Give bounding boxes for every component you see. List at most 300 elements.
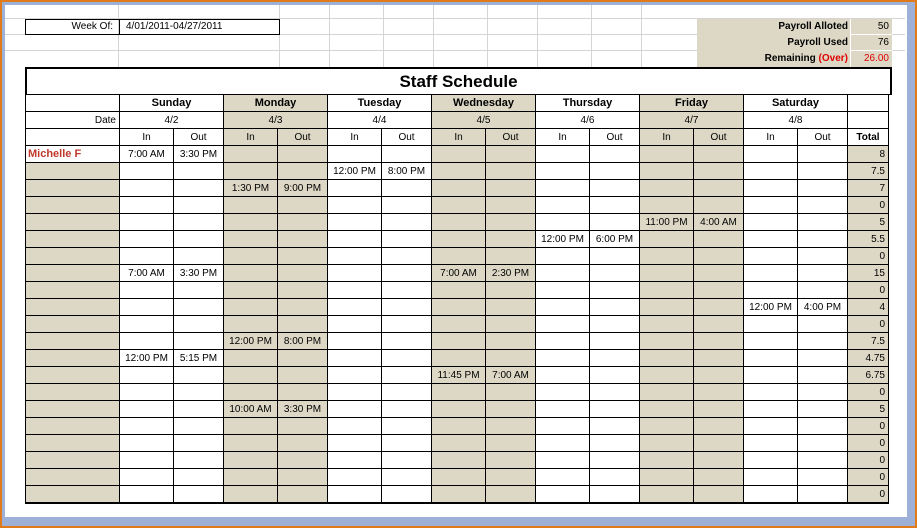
time-in-cell[interactable]	[536, 350, 590, 367]
time-out-cell[interactable]	[278, 282, 328, 299]
time-out-cell[interactable]	[798, 333, 848, 350]
time-out-cell[interactable]	[798, 367, 848, 384]
time-out-cell[interactable]	[174, 248, 224, 265]
time-out-cell[interactable]	[590, 180, 640, 197]
time-out-cell[interactable]	[174, 214, 224, 231]
time-out-cell[interactable]	[278, 435, 328, 452]
time-out-cell[interactable]	[486, 316, 536, 333]
time-in-cell[interactable]	[224, 146, 278, 163]
time-in-cell[interactable]: 7:00 AM	[120, 265, 174, 282]
time-in-cell[interactable]	[432, 333, 486, 350]
time-in-cell[interactable]	[744, 469, 798, 486]
time-in-cell[interactable]	[744, 180, 798, 197]
time-in-cell[interactable]	[328, 146, 382, 163]
time-out-cell[interactable]	[174, 418, 224, 435]
time-out-cell[interactable]	[382, 350, 432, 367]
time-in-cell[interactable]	[640, 333, 694, 350]
employee-name-cell[interactable]	[26, 214, 120, 231]
time-in-cell[interactable]: 11:45 PM	[432, 367, 486, 384]
time-in-cell[interactable]	[432, 384, 486, 401]
time-out-cell[interactable]	[382, 214, 432, 231]
time-in-cell[interactable]	[432, 299, 486, 316]
time-out-cell[interactable]: 9:00 PM	[278, 180, 328, 197]
time-in-cell[interactable]	[328, 350, 382, 367]
time-in-cell[interactable]	[744, 350, 798, 367]
time-out-cell[interactable]	[278, 197, 328, 214]
time-in-cell[interactable]	[120, 435, 174, 452]
time-in-cell[interactable]	[744, 146, 798, 163]
time-out-cell[interactable]	[590, 299, 640, 316]
time-in-cell[interactable]	[744, 265, 798, 282]
time-in-cell[interactable]	[432, 418, 486, 435]
time-in-cell[interactable]	[744, 197, 798, 214]
time-in-cell[interactable]	[744, 435, 798, 452]
time-in-cell[interactable]: 10:00 AM	[224, 401, 278, 418]
time-in-cell[interactable]	[536, 435, 590, 452]
time-in-cell[interactable]	[640, 299, 694, 316]
time-out-cell[interactable]	[278, 316, 328, 333]
time-in-cell[interactable]	[224, 486, 278, 504]
time-out-cell[interactable]	[278, 248, 328, 265]
time-in-cell[interactable]	[432, 197, 486, 214]
time-out-cell[interactable]	[174, 180, 224, 197]
time-in-cell[interactable]	[432, 401, 486, 418]
time-in-cell[interactable]	[744, 401, 798, 418]
time-in-cell[interactable]	[432, 163, 486, 180]
time-in-cell[interactable]	[744, 486, 798, 504]
time-out-cell[interactable]: 3:30 PM	[174, 265, 224, 282]
time-in-cell[interactable]	[536, 282, 590, 299]
time-out-cell[interactable]	[694, 452, 744, 469]
time-in-cell[interactable]	[328, 401, 382, 418]
employee-name-cell[interactable]	[26, 469, 120, 486]
time-in-cell[interactable]	[744, 367, 798, 384]
time-in-cell[interactable]	[120, 316, 174, 333]
time-out-cell[interactable]	[174, 316, 224, 333]
time-in-cell[interactable]	[432, 452, 486, 469]
time-in-cell[interactable]	[640, 316, 694, 333]
time-in-cell[interactable]	[120, 418, 174, 435]
time-out-cell[interactable]	[590, 282, 640, 299]
time-in-cell[interactable]	[328, 333, 382, 350]
time-out-cell[interactable]	[382, 418, 432, 435]
time-out-cell[interactable]	[590, 248, 640, 265]
time-in-cell[interactable]	[328, 299, 382, 316]
time-in-cell[interactable]	[744, 333, 798, 350]
employee-name-cell[interactable]	[26, 367, 120, 384]
employee-name-cell[interactable]	[26, 401, 120, 418]
time-out-cell[interactable]	[486, 231, 536, 248]
time-out-cell[interactable]	[174, 452, 224, 469]
time-out-cell[interactable]	[694, 486, 744, 504]
time-out-cell[interactable]	[174, 384, 224, 401]
time-out-cell[interactable]: 2:30 PM	[486, 265, 536, 282]
time-in-cell[interactable]	[640, 367, 694, 384]
time-in-cell[interactable]	[640, 384, 694, 401]
time-out-cell[interactable]	[694, 469, 744, 486]
time-out-cell[interactable]	[382, 435, 432, 452]
time-in-cell[interactable]	[640, 486, 694, 504]
time-out-cell[interactable]	[694, 248, 744, 265]
time-in-cell[interactable]	[120, 469, 174, 486]
time-out-cell[interactable]	[486, 282, 536, 299]
time-out-cell[interactable]	[278, 265, 328, 282]
time-in-cell[interactable]	[120, 248, 174, 265]
time-in-cell[interactable]	[224, 248, 278, 265]
remaining-value[interactable]: 26.00	[863, 53, 889, 64]
time-in-cell[interactable]	[640, 197, 694, 214]
employee-name-cell[interactable]	[26, 333, 120, 350]
employee-name-cell[interactable]	[26, 265, 120, 282]
time-out-cell[interactable]	[590, 316, 640, 333]
time-out-cell[interactable]	[278, 384, 328, 401]
time-out-cell[interactable]	[278, 367, 328, 384]
time-in-cell[interactable]	[640, 231, 694, 248]
time-in-cell[interactable]	[120, 231, 174, 248]
time-out-cell[interactable]	[278, 299, 328, 316]
time-out-cell[interactable]	[798, 469, 848, 486]
date-cell[interactable]: 4/2	[120, 112, 224, 129]
time-in-cell[interactable]	[328, 282, 382, 299]
time-in-cell[interactable]	[536, 265, 590, 282]
time-out-cell[interactable]	[590, 452, 640, 469]
time-out-cell[interactable]	[382, 180, 432, 197]
time-in-cell[interactable]	[640, 282, 694, 299]
time-in-cell[interactable]: 12:00 PM	[328, 163, 382, 180]
time-out-cell[interactable]	[694, 282, 744, 299]
time-in-cell[interactable]	[640, 350, 694, 367]
date-cell[interactable]: 4/6	[536, 112, 640, 129]
time-out-cell[interactable]	[798, 265, 848, 282]
time-out-cell[interactable]	[694, 231, 744, 248]
time-out-cell[interactable]	[590, 265, 640, 282]
time-in-cell[interactable]	[640, 265, 694, 282]
time-out-cell[interactable]	[590, 367, 640, 384]
time-out-cell[interactable]	[486, 248, 536, 265]
time-in-cell[interactable]	[536, 452, 590, 469]
time-out-cell[interactable]	[798, 214, 848, 231]
time-in-cell[interactable]	[224, 163, 278, 180]
time-in-cell[interactable]	[640, 418, 694, 435]
time-out-cell[interactable]	[174, 299, 224, 316]
employee-name-cell[interactable]	[26, 435, 120, 452]
time-out-cell[interactable]	[486, 418, 536, 435]
time-in-cell[interactable]	[744, 316, 798, 333]
time-out-cell[interactable]	[486, 197, 536, 214]
time-in-cell[interactable]	[224, 316, 278, 333]
time-in-cell[interactable]: 7:00 AM	[120, 146, 174, 163]
time-out-cell[interactable]	[382, 452, 432, 469]
time-out-cell[interactable]	[694, 299, 744, 316]
time-out-cell[interactable]	[486, 146, 536, 163]
time-out-cell[interactable]	[694, 384, 744, 401]
time-out-cell[interactable]	[590, 333, 640, 350]
time-in-cell[interactable]	[640, 163, 694, 180]
time-in-cell[interactable]	[224, 214, 278, 231]
time-in-cell[interactable]	[744, 214, 798, 231]
time-in-cell[interactable]	[224, 367, 278, 384]
time-in-cell[interactable]	[536, 316, 590, 333]
time-out-cell[interactable]	[174, 197, 224, 214]
time-in-cell[interactable]	[640, 401, 694, 418]
time-out-cell[interactable]	[382, 316, 432, 333]
time-out-cell[interactable]	[590, 197, 640, 214]
time-out-cell[interactable]: 8:00 PM	[382, 163, 432, 180]
employee-name-cell[interactable]	[26, 248, 120, 265]
time-out-cell[interactable]	[694, 418, 744, 435]
time-in-cell[interactable]	[120, 214, 174, 231]
time-out-cell[interactable]	[590, 418, 640, 435]
time-in-cell[interactable]	[432, 486, 486, 504]
time-in-cell[interactable]	[640, 248, 694, 265]
time-out-cell[interactable]	[590, 350, 640, 367]
time-out-cell[interactable]	[486, 163, 536, 180]
time-in-cell[interactable]	[744, 282, 798, 299]
time-in-cell[interactable]	[640, 146, 694, 163]
time-out-cell[interactable]	[382, 146, 432, 163]
time-out-cell[interactable]	[798, 316, 848, 333]
time-in-cell[interactable]	[536, 418, 590, 435]
time-in-cell[interactable]	[224, 231, 278, 248]
time-in-cell[interactable]	[120, 282, 174, 299]
time-out-cell[interactable]	[174, 401, 224, 418]
time-in-cell[interactable]	[536, 401, 590, 418]
time-out-cell[interactable]	[694, 197, 744, 214]
time-in-cell[interactable]	[432, 214, 486, 231]
time-out-cell[interactable]	[382, 486, 432, 504]
time-in-cell[interactable]	[328, 367, 382, 384]
time-in-cell[interactable]	[224, 282, 278, 299]
time-out-cell[interactable]	[798, 180, 848, 197]
payroll-used-value[interactable]: 76	[877, 37, 889, 48]
date-cell[interactable]: 4/3	[224, 112, 328, 129]
time-out-cell[interactable]: 5:15 PM	[174, 350, 224, 367]
time-out-cell[interactable]	[486, 384, 536, 401]
time-out-cell[interactable]	[590, 401, 640, 418]
time-out-cell[interactable]	[694, 146, 744, 163]
time-out-cell[interactable]	[590, 163, 640, 180]
time-in-cell[interactable]	[536, 146, 590, 163]
time-in-cell[interactable]	[432, 282, 486, 299]
time-out-cell[interactable]	[382, 197, 432, 214]
time-out-cell[interactable]	[798, 435, 848, 452]
time-out-cell[interactable]: 4:00 AM	[694, 214, 744, 231]
time-out-cell[interactable]	[382, 469, 432, 486]
time-out-cell[interactable]	[486, 333, 536, 350]
time-out-cell[interactable]	[486, 350, 536, 367]
time-in-cell[interactable]	[744, 248, 798, 265]
time-out-cell[interactable]	[486, 401, 536, 418]
time-in-cell[interactable]	[640, 469, 694, 486]
time-in-cell[interactable]	[744, 418, 798, 435]
time-out-cell[interactable]	[278, 146, 328, 163]
time-in-cell[interactable]	[744, 231, 798, 248]
time-out-cell[interactable]	[486, 299, 536, 316]
time-in-cell[interactable]	[328, 231, 382, 248]
time-in-cell[interactable]	[224, 418, 278, 435]
employee-name-cell[interactable]	[26, 282, 120, 299]
time-in-cell[interactable]	[224, 265, 278, 282]
time-out-cell[interactable]	[382, 248, 432, 265]
time-in-cell[interactable]	[432, 146, 486, 163]
time-out-cell[interactable]	[798, 163, 848, 180]
time-in-cell[interactable]: 1:30 PM	[224, 180, 278, 197]
time-in-cell[interactable]: 12:00 PM	[744, 299, 798, 316]
time-out-cell[interactable]	[590, 214, 640, 231]
time-in-cell[interactable]	[224, 435, 278, 452]
time-out-cell[interactable]	[382, 333, 432, 350]
time-out-cell[interactable]	[174, 486, 224, 504]
time-out-cell[interactable]	[486, 486, 536, 504]
time-in-cell[interactable]	[224, 299, 278, 316]
time-in-cell[interactable]	[224, 350, 278, 367]
time-out-cell[interactable]	[590, 435, 640, 452]
employee-name-cell[interactable]	[26, 197, 120, 214]
time-out-cell[interactable]	[798, 401, 848, 418]
week-of-value[interactable]: 4/01/2011-04/27/2011	[126, 21, 223, 32]
time-in-cell[interactable]	[328, 384, 382, 401]
time-in-cell[interactable]	[328, 469, 382, 486]
employee-name-cell[interactable]	[26, 180, 120, 197]
time-out-cell[interactable]	[278, 350, 328, 367]
time-out-cell[interactable]	[694, 316, 744, 333]
time-out-cell[interactable]	[590, 469, 640, 486]
time-out-cell[interactable]	[798, 146, 848, 163]
time-out-cell[interactable]	[174, 282, 224, 299]
time-out-cell[interactable]	[798, 197, 848, 214]
time-out-cell[interactable]	[382, 265, 432, 282]
time-in-cell[interactable]	[536, 384, 590, 401]
time-in-cell[interactable]	[328, 316, 382, 333]
time-out-cell[interactable]	[382, 282, 432, 299]
time-out-cell[interactable]	[486, 469, 536, 486]
time-out-cell[interactable]	[278, 231, 328, 248]
time-out-cell[interactable]: 6:00 PM	[590, 231, 640, 248]
time-in-cell[interactable]	[120, 180, 174, 197]
time-out-cell[interactable]	[798, 486, 848, 504]
time-out-cell[interactable]: 3:30 PM	[278, 401, 328, 418]
time-out-cell[interactable]	[278, 486, 328, 504]
time-out-cell[interactable]	[174, 435, 224, 452]
time-out-cell[interactable]: 8:00 PM	[278, 333, 328, 350]
time-in-cell[interactable]	[640, 180, 694, 197]
employee-name-cell[interactable]	[26, 350, 120, 367]
time-out-cell[interactable]	[278, 163, 328, 180]
time-in-cell[interactable]	[328, 418, 382, 435]
time-in-cell[interactable]	[120, 384, 174, 401]
time-out-cell[interactable]	[174, 231, 224, 248]
time-out-cell[interactable]	[486, 435, 536, 452]
time-in-cell[interactable]	[120, 401, 174, 418]
time-in-cell[interactable]	[536, 163, 590, 180]
time-in-cell[interactable]	[328, 265, 382, 282]
time-in-cell[interactable]	[536, 367, 590, 384]
time-in-cell[interactable]	[536, 180, 590, 197]
employee-name-cell[interactable]	[26, 418, 120, 435]
time-out-cell[interactable]	[382, 231, 432, 248]
time-in-cell[interactable]	[224, 197, 278, 214]
employee-name-cell[interactable]	[26, 384, 120, 401]
time-in-cell[interactable]	[536, 333, 590, 350]
time-in-cell[interactable]	[432, 231, 486, 248]
time-out-cell[interactable]	[798, 418, 848, 435]
time-out-cell[interactable]	[486, 180, 536, 197]
time-in-cell[interactable]	[328, 452, 382, 469]
employee-name-cell[interactable]	[26, 231, 120, 248]
time-in-cell[interactable]	[432, 469, 486, 486]
time-out-cell[interactable]	[382, 384, 432, 401]
date-cell[interactable]: 4/5	[432, 112, 536, 129]
time-out-cell[interactable]	[278, 214, 328, 231]
time-out-cell[interactable]	[590, 384, 640, 401]
time-in-cell[interactable]	[744, 163, 798, 180]
time-out-cell[interactable]	[798, 231, 848, 248]
time-in-cell[interactable]	[328, 197, 382, 214]
time-out-cell[interactable]	[278, 469, 328, 486]
time-out-cell[interactable]	[694, 435, 744, 452]
date-cell[interactable]: 4/4	[328, 112, 432, 129]
employee-name-cell[interactable]: Michelle F	[26, 146, 120, 163]
time-in-cell[interactable]	[328, 180, 382, 197]
time-in-cell[interactable]	[120, 299, 174, 316]
time-in-cell[interactable]	[328, 486, 382, 504]
date-cell[interactable]: 4/7	[640, 112, 744, 129]
time-in-cell[interactable]: 12:00 PM	[224, 333, 278, 350]
time-in-cell[interactable]	[640, 435, 694, 452]
time-in-cell[interactable]	[120, 163, 174, 180]
time-out-cell[interactable]	[590, 146, 640, 163]
time-in-cell[interactable]	[120, 452, 174, 469]
time-in-cell[interactable]	[120, 486, 174, 504]
date-cell[interactable]: 4/8	[744, 112, 848, 129]
time-in-cell[interactable]	[432, 435, 486, 452]
time-out-cell[interactable]	[798, 282, 848, 299]
time-in-cell[interactable]	[536, 214, 590, 231]
time-out-cell[interactable]	[694, 265, 744, 282]
time-in-cell[interactable]	[328, 248, 382, 265]
time-out-cell[interactable]	[694, 350, 744, 367]
time-in-cell[interactable]	[120, 197, 174, 214]
time-out-cell[interactable]	[798, 248, 848, 265]
employee-name-cell[interactable]	[26, 486, 120, 504]
time-in-cell[interactable]	[536, 469, 590, 486]
time-out-cell[interactable]	[486, 452, 536, 469]
time-out-cell[interactable]	[694, 401, 744, 418]
time-out-cell[interactable]: 3:30 PM	[174, 146, 224, 163]
time-out-cell[interactable]	[590, 486, 640, 504]
time-in-cell[interactable]	[432, 248, 486, 265]
employee-name-cell[interactable]	[26, 452, 120, 469]
time-in-cell[interactable]	[432, 316, 486, 333]
employee-name-cell[interactable]	[26, 316, 120, 333]
time-out-cell[interactable]	[174, 367, 224, 384]
time-out-cell[interactable]	[798, 384, 848, 401]
employee-name-cell[interactable]	[26, 163, 120, 180]
time-in-cell[interactable]: 12:00 PM	[120, 350, 174, 367]
time-out-cell[interactable]	[486, 214, 536, 231]
time-out-cell[interactable]	[174, 469, 224, 486]
time-in-cell[interactable]	[640, 452, 694, 469]
time-in-cell[interactable]	[432, 350, 486, 367]
time-out-cell[interactable]	[382, 367, 432, 384]
employee-name-cell[interactable]	[26, 299, 120, 316]
time-out-cell[interactable]	[798, 452, 848, 469]
time-in-cell[interactable]	[432, 180, 486, 197]
time-in-cell[interactable]	[744, 384, 798, 401]
time-out-cell[interactable]: 7:00 AM	[486, 367, 536, 384]
time-out-cell[interactable]	[278, 418, 328, 435]
time-out-cell[interactable]	[382, 401, 432, 418]
